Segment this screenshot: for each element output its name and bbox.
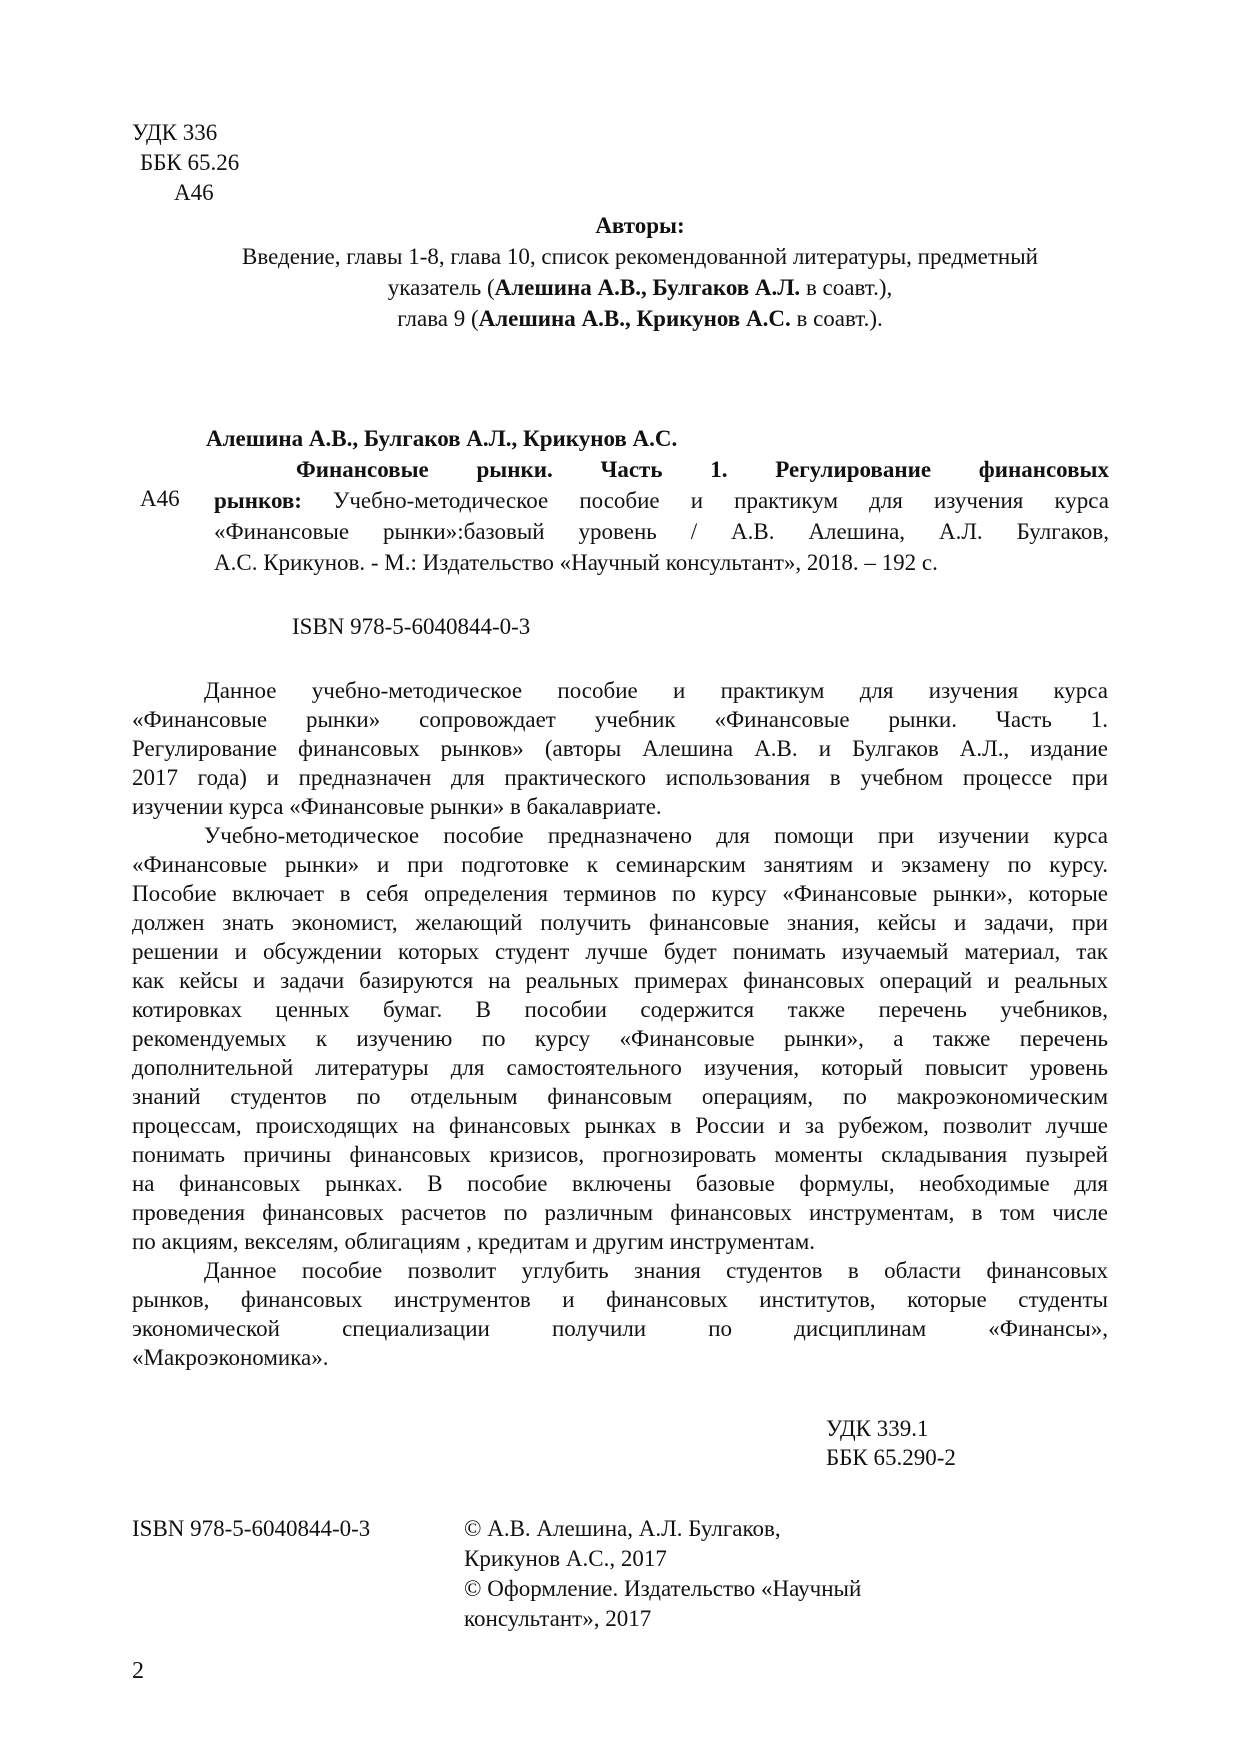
author-index-top: А46 [174,180,214,205]
copyright-line-3: © Оформление. Издательство «Научный [464,1576,862,1601]
bibliography-record [214,454,1109,578]
copyright-line-4: консультант», 2017 [464,1606,652,1631]
authors-block [140,210,1140,334]
abstract-paragraph-1: Данное учебно-методическое пособие и практикум для изучения курса «Финансовые рынки» сопровождает учебник «Финансовые рынки. Часть 1. Регулирование финансовых рынков» (авторы Алешина А.В. и Булгаков А.Л., издание 2017 года) и предназначен для практического использования в учебном процессе при изучении курса «Финансовые рынки» в бакалавриате. [132,678,1108,819]
authors-line-3: глава 9 (Алешина А.В., Крикунов А.С. в соавт.). [397,306,883,331]
bibliography-authors: Алешина А.В., Булгаков А.Л., Крикунов А.С. [206,426,678,451]
isbn-record: ISBN 978-5-6040844-0-3 [292,614,531,639]
abstract-paragraph-3: Данное пособие позволит углубить знания студентов в области финансовых рынков, финансовых инструментов и финансовых институтов, которые студенты экономической специализации получили по дисциплинам «Финансы», «Макроэкономика». [132,1258,1108,1370]
authors-heading: Авторы: [595,213,685,238]
bibliography-title-line: Финансовые рынки. Часть 1. Регулирование финансовых [296,457,1109,482]
page-number: 2 [132,1658,144,1684]
bibliography-line-2: рынков: Учебно-методическое пособие и практикум для изучения курса [214,488,1109,513]
bibliography-index: А46 [140,486,180,511]
bibliography-line-4: А.С. Крикунов. - М.: Издательство «Научный консультант», 2018. – 192 с. [214,550,938,575]
authors-line-2: указатель (Алешина А.В., Булгаков А.Л. в соавт.), [387,275,893,300]
abstract-paragraph-2: Учебно-методическое пособие предназначено для помощи при изучении курса «Финансовые рынки» и при подготовке к семинарским занятиям и экзамену по курсу. Пособие включает в себя определения терминов по курсу «Финансовые рынки», которые должен знать экономист, желающий получить финансовые знания, кейсы и задачи, при решении и обсуждении которых студент лучше будет понимать изучаемый материал, так как кейсы и задачи базируются на реальных примерах финансовых операций и реальных котировках ценных бумаг. В пособии содержится также перечень учебников, рекомендуемых к изучению по курсу «Финансовые рынки», а также перечень дополнительной литературы для самостоятельного изучения, который повысит уровень знаний студентов по отдельным финансовым операциям, по макроэкономическим процессам, происходящих на финансовых рынках в России и за рубежом, позволит лучше понимать причины финансовых кризисов, прогнозировать моменты складывания пузырей на финансовых рынках. В пособие включены базовые формулы, необходимые для проведения финансовых расчетов по различным финансовых инструментам, в том числе по акциям, векселям, облигациям , кредитам и другим инструментам. [132,823,1108,1254]
bbk-code-top: ББК 65.26 [140,150,240,175]
udk-code-top: УДК 336 [132,120,218,145]
abstract [132,676,1108,1372]
bibliography-line-3: «Финансовые рынки»:базовый уровень / А.В. Алешина, А.Л. Булгаков, [214,519,1109,544]
isbn-footer: ISBN 978-5-6040844-0-3 [132,1516,371,1541]
copyright-line-1: © А.В. Алешина, А.Л. Булгаков, [464,1516,781,1541]
authors-line-1: Введение, главы 1-8, глава 10, список рекомендованной литературы, предметный [242,244,1038,269]
bbk-code-bottom: ББК 65.290-2 [826,1445,956,1470]
udk-code-bottom: УДК 339.1 [826,1416,929,1441]
copyright-line-2: Крикунов А.С., 2017 [464,1546,667,1571]
